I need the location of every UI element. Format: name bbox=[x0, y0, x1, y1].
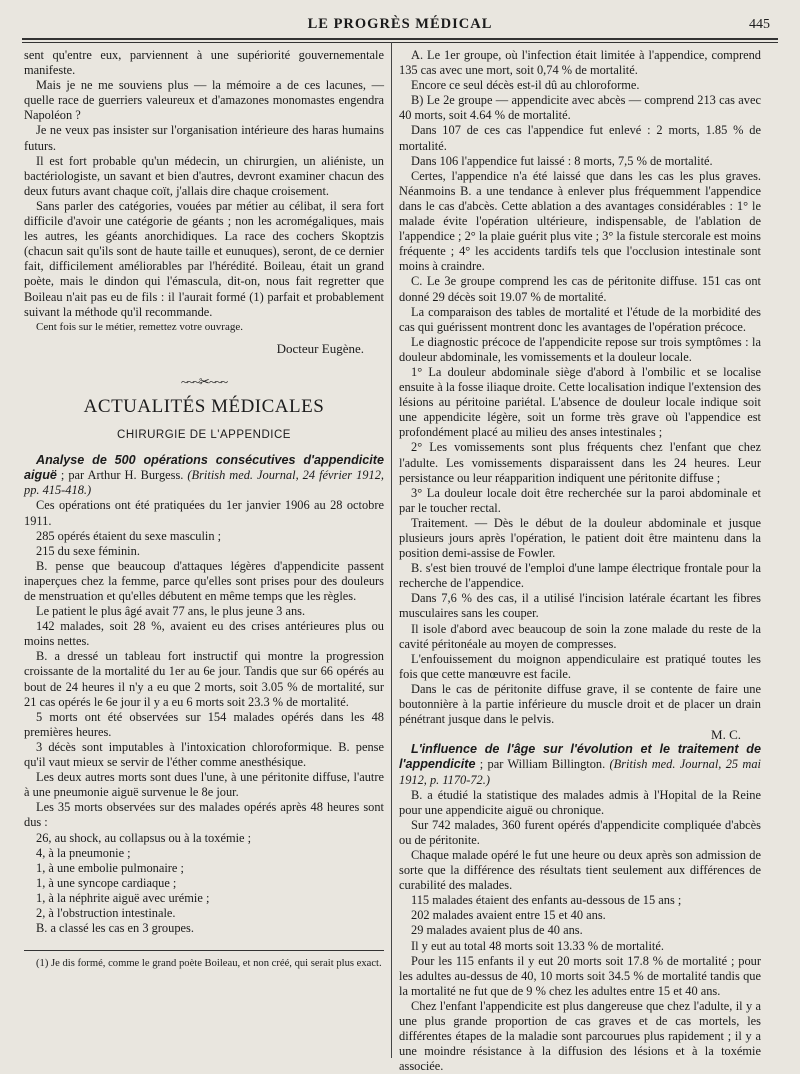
list-item: 202 malades avaient entre 15 et 40 ans. bbox=[411, 908, 606, 923]
paragraph: 215 du sexe féminin. bbox=[36, 543, 140, 558]
header-rule bbox=[22, 38, 778, 40]
closing-line: Cent fois sur le métier, remettez votre ouvrage. bbox=[36, 320, 243, 333]
paragraph: 5 morts ont été observées sur 154 malades opérés dans les 48 premières heures. bbox=[24, 709, 384, 739]
paragraph: Il y eut au total 48 morts soit 13.33 % de mortalité. bbox=[411, 938, 664, 953]
paragraph: B. pense que beaucoup d'attaques légères d'appendicite passent inaperçues chez la femme, parce qu'elles sont prises pour des douleurs de menstruation et qu'elles débutent en même temps que les règles. bbox=[24, 558, 384, 603]
paragraph: Sur 742 malades, 360 furent opérés d'appendicite compliquée d'abcès ou de péritonite. bbox=[399, 817, 761, 847]
paragraph: Ces opérations ont été pratiquées du 1er janvier 1906 au 28 octobre 1911. bbox=[24, 498, 384, 528]
paragraph: Il isole d'abord avec beaucoup de soin la zone malade du reste de la cavité péritonéale au moyen de compresses. bbox=[399, 621, 761, 651]
paragraph: Dans 7,6 % des cas, il a utilisé l'incision latérale écartant les fibres musculaires sans les couper. bbox=[399, 591, 761, 621]
paragraph: 285 opérés étaient du sexe masculin ; bbox=[36, 528, 222, 543]
list-item: 1, à une embolie pulmonaire ; bbox=[36, 860, 184, 875]
paragraph: Dans 106 l'appendice fut laissé : 8 morts, 7,5 % de mortalité. bbox=[411, 153, 713, 168]
paragraph: Les deux autres morts sont dues l'une, à une péritonite diffuse, l'autre à une pneumonie aiguë survenue le 8e jour. bbox=[24, 770, 384, 800]
paragraph: Je ne veux pas insister sur l'organisation intérieure des haras humains futurs. bbox=[24, 123, 384, 153]
paragraph: L'enfouissement du moignon appendiculaire est pratiqué toutes les fois que cette manœuvre est facile. bbox=[399, 651, 761, 681]
paragraph: Pour les 115 enfants il y eut 20 morts soit 17.8 % de mortalité ; pour les adultes au-dessus de 40, 10 morts soit 34.5 % de mortalité tandis que la mortalité ne fut que de 9 % chez les adultes entre 15 et 40 ans. bbox=[399, 953, 761, 998]
paragraph: Sans parler des catégories, vouées par métier au célibat, il sera fort difficile d'avoir une catégorie de géants ; non les acromégaliques, mais les autres, les géants anorchidiques. La race des cochers Skoptzis (chacun sait qu'ils sont de haute taille et eunuques), seront, de ce dernier fait, difficilement améliorables par l'hérédité. Boileau, était un grand poète, mais le dindon qui l'émascula, dit-on, nous fait regretter que Boileau n'ait pas eu de fils : il l'aurait formé (1) parfait et probablement suivant la méthode qu'il recommande. bbox=[24, 198, 384, 319]
paragraph: Il est fort probable qu'un médecin, un chirurgien, un aliéniste, un bactériologiste, un savant et bien d'autres, devront examiner chacun des deux futurs avant chaque coït, j'allais dire chaque croisement. bbox=[24, 153, 384, 198]
paragraph: B. a dressé un tableau fort instructif qui montre la progression croissante de la mortalité du 1er au 6e jour. Tandis que sur 66 opérés au bout de 24 heures il n'y a eu que 2 morts, soit 3.05 % de mortalité, sur 21 cas opérés le 6e jour il y a eu 6 morts soit 23.3 % de mortalité. bbox=[24, 649, 384, 709]
article-title: Analyse de 500 opérations consécutives d'appendicite aiguë bbox=[24, 453, 384, 483]
article-heading bbox=[399, 742, 761, 787]
section-title: ACTUALITÉS MÉDICALES bbox=[83, 395, 325, 417]
paragraph: 2° Les vomissements sont plus fréquents chez l'enfant que chez l'adulte. Les vomissements disparaissent dans les 24 heures. Leur persistance ou leur réapparition indiquent une péritonite diffuse ; bbox=[399, 440, 761, 485]
page-header bbox=[22, 14, 778, 36]
article-author: ; par Arthur H. Burgess. bbox=[56, 468, 184, 483]
paragraph: Encore ce seul décès est-il dû au chloroforme. bbox=[411, 78, 640, 93]
paragraph: Le patient le plus âgé avait 77 ans, le plus jeune 3 ans. bbox=[36, 604, 306, 619]
article-title: L'influence de l'âge sur l'évolution et le traitement de l'appendicite bbox=[399, 742, 761, 772]
paragraph: B. a classé les cas en 3 groupes. bbox=[36, 921, 194, 936]
paragraph: 142 malades, soit 28 %, avaient eu des crises antérieures plus ou moins nettes. bbox=[24, 619, 384, 649]
paragraph: Chez l'enfant l'appendicite est plus dangereuse que chez l'adulte, il y a une plus grande proportion de cas graves et de cas mortels, les différentes étapes de la maladie sont parcourues plus rapidement ; il y a une moindre résistance à la diffusion des lésions et à la toxémie associée. bbox=[399, 998, 761, 1074]
list-item: 2, à l'obstruction intestinale. bbox=[36, 905, 176, 920]
paragraph: B. s'est bien trouvé de l'emploi d'une lampe électrique frontale pour la recherche de l'appendice. bbox=[399, 561, 761, 591]
page-number: 445 bbox=[749, 17, 770, 32]
paragraph: La comparaison des tables de mortalité et l'étude de la morbidité des cas qui guérissent montrent donc les avantages de l'opération précoce. bbox=[399, 304, 761, 334]
ornament-divider: ~~~✂~~~ bbox=[180, 373, 228, 389]
rubric-heading: CHIRURGIE DE L'APPENDICE bbox=[117, 429, 291, 442]
footnote: (1) Je dis formé, comme le grand poète Boileau, et non créé, qui serait plus exact. bbox=[36, 958, 382, 970]
signature: Docteur Eugène. bbox=[276, 340, 364, 356]
right-column bbox=[399, 48, 761, 1074]
paragraph: Dans le cas de péritonite diffuse grave, il se contente de faire une boutonnière à la partie inférieure du muscle droit et de placer un drain pénétrant jusque dans le pelvis. bbox=[399, 681, 761, 727]
paragraph: 3° La douleur locale doit être recherchée sur la paroi abdominale et par le toucher rectal. bbox=[399, 485, 761, 515]
list-item: 1, à une syncope cardiaque ; bbox=[36, 875, 177, 890]
running-head: LE PROGRÈS MÉDICAL bbox=[307, 16, 493, 32]
article-author: ; par William Billington. bbox=[475, 757, 606, 772]
article-reference: (British med. Journal, 24 février 1912, pp. 415-418.) bbox=[24, 468, 384, 498]
list-item: 4, à la pneumonie ; bbox=[36, 845, 131, 860]
paragraph: Le diagnostic précoce de l'appendicite repose sur trois symptômes : la douleur abdominale, les vomissements et la douleur locale. bbox=[399, 334, 761, 364]
list-item: 29 malades avaient plus de 40 ans. bbox=[411, 923, 583, 938]
paragraph: B) Le 2e groupe — appendicite avec abcès — comprend 213 cas avec 40 morts, soit 4.64 % de mortalité. bbox=[399, 93, 761, 123]
list-item: 115 malades étaient des enfants au-dessous de 15 ans ; bbox=[411, 893, 682, 908]
footnote-rule bbox=[24, 950, 384, 951]
paragraph: B. a étudié la statistique des malades admis à l'Hopital de la Reine pour une appendicite aiguë ou chronique. bbox=[399, 787, 761, 817]
paragraph: Certes, l'appendice n'a été laissé que dans les cas les plus graves. Néanmoins B. a une tendance à enlever plus fréquemment l'appendice dans le cas d'abcès. Cette ablation a des avantages considérables : 1° le malade évite l'opération ultérieure, indispensable, de l'ablation de l'appendice ; 2° la plaie guérit plus vite ; 3° la fistule stercorale est moins fréquente ; 4° les accidents tardifs tels que l'occlusion intestinale sont moins à craindre. bbox=[399, 168, 761, 274]
column-divider bbox=[391, 42, 392, 1058]
paragraph: Les 35 morts observées sur des malades opérés après 48 heures sont dus : bbox=[24, 800, 384, 830]
paragraph: 3 décès sont imputables à l'intoxication chloroformique. B. pense qu'il vaut mieux se servir de l'éther comme anesthésique. bbox=[24, 739, 384, 770]
paragraph: Dans 107 de ces cas l'appendice fut enlevé : 2 morts, 1.85 % de mortalité. bbox=[399, 123, 761, 153]
list-item: 1, à la néphrite aiguë avec urémie ; bbox=[36, 890, 210, 905]
article-heading bbox=[24, 453, 384, 498]
paragraph: Chaque malade opéré le fut une heure ou deux après son admission de sorte que la différence des résultats tient seulement aux différences de curabilité des malades. bbox=[399, 847, 761, 893]
author-initials: M. C. bbox=[711, 727, 741, 743]
paragraph: C. Le 3e groupe comprend les cas de péritonite diffuse. 151 cas ont donné 29 décès soit 19.07 % de mortalité. bbox=[399, 274, 761, 304]
paragraph: A. Le 1er groupe, où l'infection était limitée à l'appendice, comprend 135 cas avec une mort, soit 0,74 % de mortalité. bbox=[399, 48, 761, 78]
left-column bbox=[24, 48, 384, 970]
article-reference: (British med. Journal, 25 mai 1912, p. 1170-72.) bbox=[399, 757, 761, 787]
paragraph: 1° La douleur abdominale siège d'abord à l'ombilic et se localise ensuite à la fosse iliaque droite. Cette localisation indique l'extension des lésions au péritoine pariétal. L'absence de douleur locale indique soit une appendicite légère, soit un forme très grave où l'appendice est profondément placé au milieu des anses intestinales ; bbox=[399, 364, 761, 440]
paragraph: sent qu'entre eux, parviennent à une supériorité gouvernementale manifeste. bbox=[24, 48, 384, 78]
header-rule-thin bbox=[22, 42, 778, 43]
paragraph: Traitement. — Dès le début de la douleur abdominale et jusque plusieurs jours après l'opération, le patient doit être maintenu dans la position demi-assise de Fowler. bbox=[399, 515, 761, 561]
paragraph: Mais je ne me souviens plus — la mémoire a de ces lacunes, — quelle race de guerriers valeureux et d'amazones monomastes engendra Napoléon ? bbox=[24, 78, 384, 123]
list-item: 26, au shock, au collapsus ou à la toxémie ; bbox=[36, 830, 252, 845]
